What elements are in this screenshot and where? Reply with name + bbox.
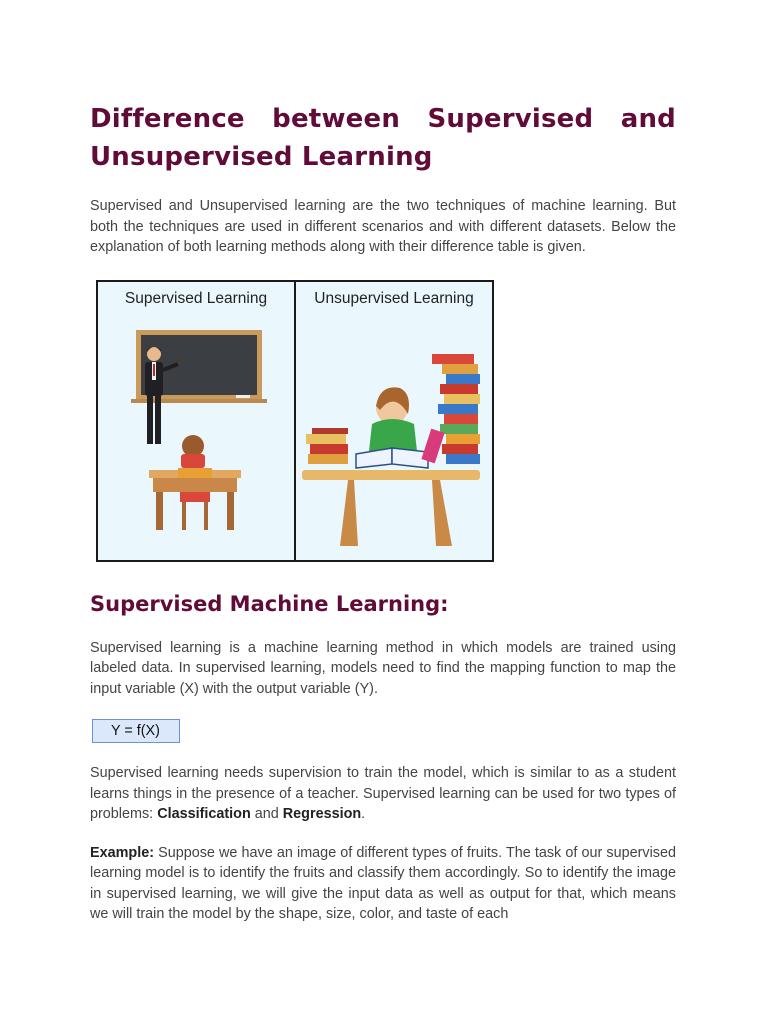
supervision-text: Supervised learning needs supervision to train the model, which is similar to as a student learns things in the presence of a teacher. Supervised learning can be used for two types of problems: [90, 765, 676, 822]
supervised-label: Supervised Learning [124, 289, 268, 307]
example-label: Example: [90, 844, 154, 861]
formula-box: Y = f(X) [92, 719, 180, 743]
teacher-student-illustration [98, 282, 296, 560]
article [90, 100, 676, 925]
self-study-illustration [296, 282, 492, 560]
regression-term: Regression [282, 806, 362, 822]
table [302, 470, 480, 480]
section-heading: Supervised Machine Learning: [90, 591, 449, 616]
sentence-end: . [361, 806, 366, 822]
page-title: Difference between Supervised and Unsupervised Learning [90, 104, 676, 172]
definition-paragraph: Supervised learning is a machine learning method in which models are trained using labeled data. In supervised learning, models need to find the mapping function to map the input variable (X) with the output variable (Y). [90, 639, 676, 697]
classification-term: Classification [157, 806, 251, 822]
example-text: Suppose we have an image of different types of fruits. The task of our supervised learning model is to identify the fruits and classify them accordingly. So to identify the image in supervised learning, we will give the input data as well as output for that, which means we will train the model by the shape, size, color, and taste of each [90, 844, 676, 922]
conjunction-text: and [250, 806, 283, 822]
intro-paragraph: Supervised and Unsupervised learning are the two techniques of machine learning. But both the techniques are used in different scenarios and with different datasets. Below the explanation of both learning methods along with their difference table is given. [90, 198, 676, 255]
unsupervised-panel [296, 282, 492, 560]
student-head [182, 435, 204, 457]
example-paragraph [90, 843, 676, 925]
unsupervised-label: Unsupervised Learning [314, 289, 474, 307]
comparison-illustration [96, 280, 494, 562]
supervised-panel [98, 282, 296, 560]
supervision-paragraph [90, 763, 676, 825]
